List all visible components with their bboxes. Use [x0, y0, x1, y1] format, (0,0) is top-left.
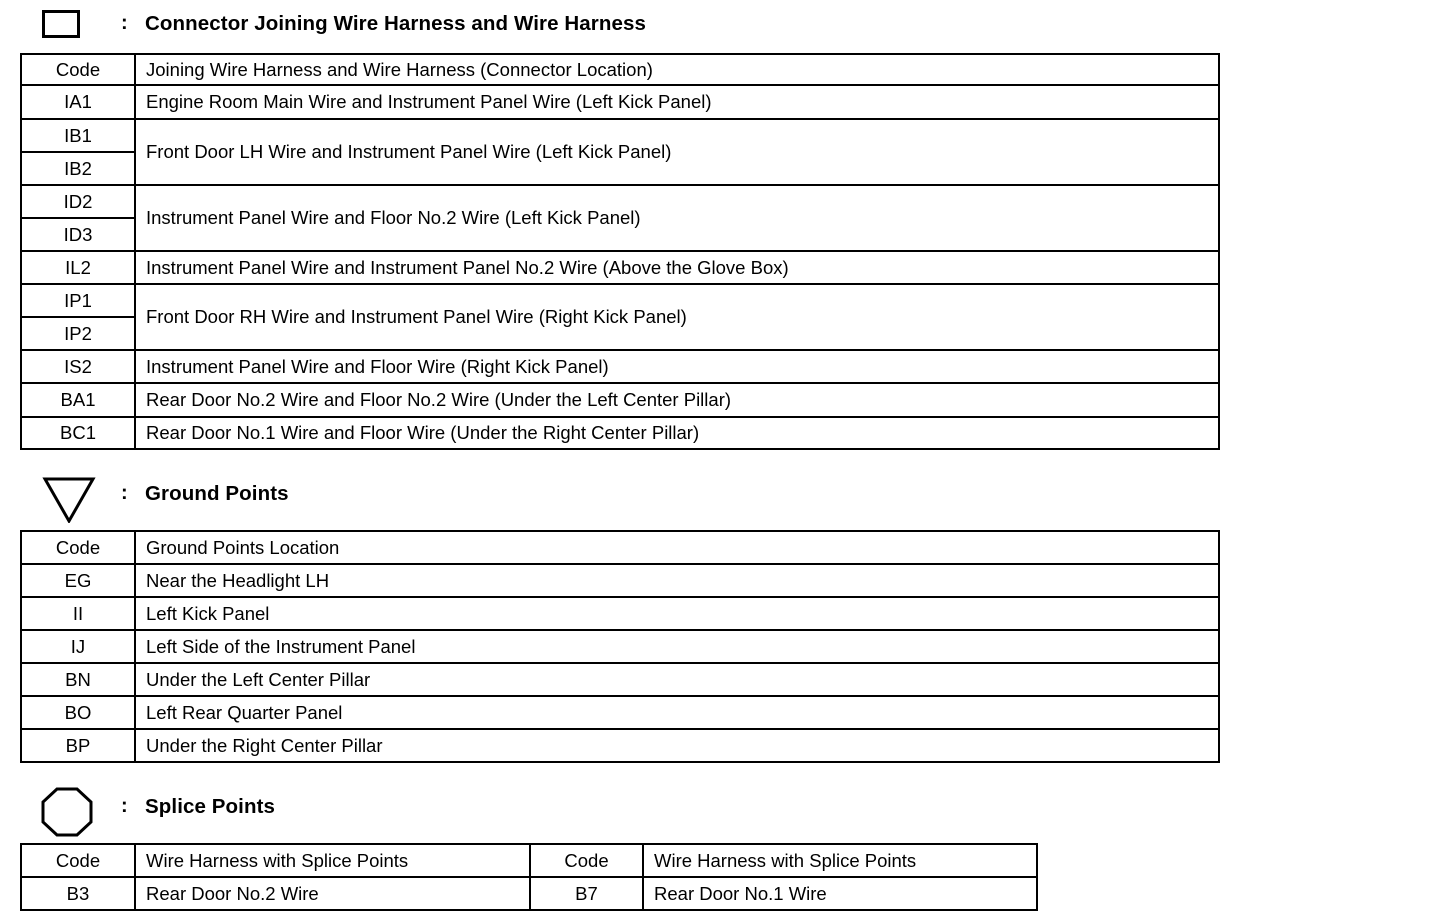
- table-row: [21, 119, 1219, 152]
- description-cell: Rear Door No.2 Wire: [135, 877, 530, 910]
- code-header: Code: [21, 844, 135, 877]
- splice-section-title: Splice Points: [145, 795, 276, 818]
- code-cell: IB1: [21, 119, 135, 152]
- description-cell: Near the Headlight LH: [135, 564, 1219, 597]
- description-cell: Left Rear Quarter Panel: [135, 696, 1219, 729]
- code-cell: IS2: [21, 350, 135, 383]
- code-header: Code: [21, 54, 135, 85]
- code-cell: ID3: [21, 218, 135, 251]
- code-cell: IJ: [21, 630, 135, 663]
- code-cell: B3: [21, 877, 135, 910]
- code-cell: IA1: [21, 85, 135, 119]
- code-cell: IP1: [21, 284, 135, 317]
- description-cell: Engine Room Main Wire and Instrument Panel Wire (Left Kick Panel): [135, 85, 1219, 119]
- description-cell: Rear Door No.1 Wire and Floor Wire (Under the Right Center Pillar): [135, 417, 1219, 449]
- ground-section-title: Ground Points: [145, 482, 289, 505]
- table-row: [21, 564, 1219, 597]
- table-row: [21, 383, 1219, 417]
- code-cell: BC1: [21, 417, 135, 449]
- connector-section-title: Connector Joining Wire Harness and Wire Harness: [145, 12, 647, 35]
- code-header: Code: [530, 844, 643, 877]
- code-cell: IL2: [21, 251, 135, 284]
- triangle-down-icon: [42, 475, 98, 523]
- section-colon: :: [121, 12, 128, 34]
- table-row: [21, 630, 1219, 663]
- description-cell: Left Kick Panel: [135, 597, 1219, 630]
- description-cell: Rear Door No.1 Wire: [643, 877, 1037, 910]
- description-cell: Left Side of the Instrument Panel: [135, 630, 1219, 663]
- table-header-row: [21, 531, 1219, 564]
- table-row: [21, 729, 1219, 762]
- description-header: Ground Points Location: [135, 531, 1219, 564]
- ground-points-table: [20, 530, 1220, 763]
- splice-points-table: [20, 843, 1038, 911]
- table-row: [21, 185, 1219, 218]
- description-cell: Front Door RH Wire and Instrument Panel Wire (Right Kick Panel): [135, 284, 1219, 350]
- table-row: [21, 350, 1219, 383]
- table-row: [21, 597, 1219, 630]
- description-cell: Instrument Panel Wire and Floor No.2 Wire (Left Kick Panel): [135, 185, 1219, 251]
- description-cell: Rear Door No.2 Wire and Floor No.2 Wire (Under the Left Center Pillar): [135, 383, 1219, 417]
- description-cell: Under the Right Center Pillar: [135, 729, 1219, 762]
- table-row: [21, 877, 1037, 910]
- description-header: Wire Harness with Splice Points: [643, 844, 1037, 877]
- code-cell: IP2: [21, 317, 135, 350]
- description-cell: Under the Left Center Pillar: [135, 663, 1219, 696]
- code-header: Code: [21, 531, 135, 564]
- code-cell: ID2: [21, 185, 135, 218]
- table-row: [21, 251, 1219, 284]
- connector-table: [20, 53, 1220, 450]
- description-header: Joining Wire Harness and Wire Harness (Connector Location): [135, 54, 1219, 85]
- code-cell: IB2: [21, 152, 135, 185]
- table-header-row: [21, 844, 1037, 877]
- table-row: [21, 696, 1219, 729]
- table-row: [21, 663, 1219, 696]
- table-row: [21, 284, 1219, 317]
- code-cell: BA1: [21, 383, 135, 417]
- code-cell: BN: [21, 663, 135, 696]
- code-cell: BO: [21, 696, 135, 729]
- description-cell: Instrument Panel Wire and Instrument Panel No.2 Wire (Above the Glove Box): [135, 251, 1219, 284]
- octagon-icon: [40, 786, 96, 838]
- square-icon: [42, 10, 80, 38]
- code-cell: EG: [21, 564, 135, 597]
- section-colon: :: [121, 795, 128, 817]
- code-cell: B7: [530, 877, 643, 910]
- section-colon: :: [121, 482, 128, 504]
- code-cell: BP: [21, 729, 135, 762]
- description-header: Wire Harness with Splice Points: [135, 844, 530, 877]
- splice-section-header: [0, 782, 1300, 832]
- table-row: [21, 417, 1219, 449]
- description-cell: Front Door LH Wire and Instrument Panel Wire (Left Kick Panel): [135, 119, 1219, 185]
- connector-section-header: [0, 0, 1300, 50]
- ground-section-header: [0, 470, 1300, 520]
- table-header-row: [21, 54, 1219, 85]
- description-cell: Instrument Panel Wire and Floor Wire (Right Kick Panel): [135, 350, 1219, 383]
- code-cell: II: [21, 597, 135, 630]
- table-row: [21, 85, 1219, 119]
